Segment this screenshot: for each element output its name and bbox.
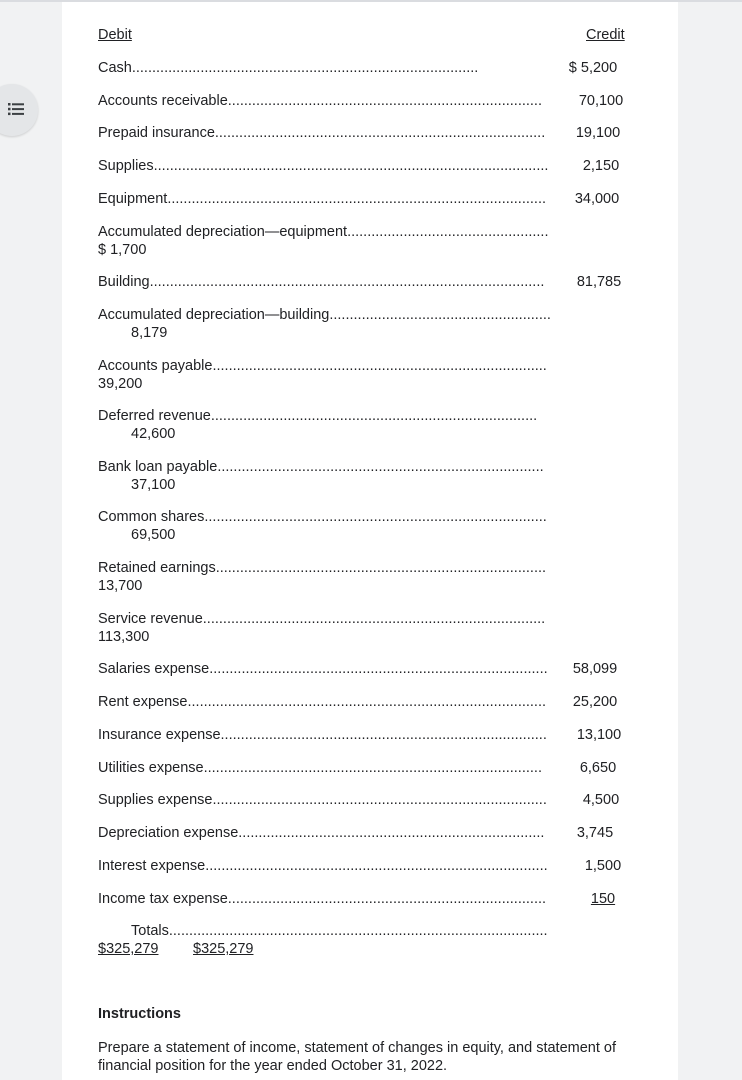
totals-debit: $325,279: [98, 941, 159, 957]
debit-header: Debit: [98, 27, 132, 43]
row-label: Accumulated depreciation—building.......................................................: [98, 307, 551, 323]
row-debit-amount: 42,600: [131, 426, 176, 442]
row-amount: $ 5,200: [568, 60, 618, 76]
row-debit-amount: 113,300: [98, 629, 150, 645]
row-debit-amount: 8,179: [131, 325, 168, 341]
row-amount: 58,099: [572, 661, 618, 677]
row-amount: 19,100: [575, 125, 621, 141]
row-amount: 13,100: [576, 727, 622, 743]
row-debit-amount: $ 1,700: [98, 242, 147, 258]
row-label: Cash......................................................................................: [98, 60, 479, 76]
row-label: Depreciation expense............................................................................: [98, 825, 545, 841]
row-amount: 4,500: [582, 792, 620, 808]
row-amount: 34,000: [574, 191, 620, 207]
row-label: Utilities expense....................................................................................: [98, 760, 542, 776]
row-amount: 6,650: [579, 760, 617, 776]
row-label: Equipment..............................................................................................: [98, 191, 547, 207]
row-label: Salaries expense....................................................................................: [98, 661, 548, 677]
row-debit-amount: 39,200: [98, 376, 143, 392]
row-label: Accounts payable...................................................................................: [98, 358, 547, 374]
row-debit-amount: 13,700: [98, 578, 143, 594]
row-debit-amount: 37,100: [131, 477, 176, 493]
row-label: Common shares.....................................................................................: [98, 509, 547, 525]
row-label: Supplies expense...................................................................................: [98, 792, 547, 808]
credit-header: Credit: [586, 27, 625, 43]
row-amount: 70,100: [578, 93, 624, 109]
row-label: Service revenue.....................................................................................: [98, 611, 546, 627]
row-label: Building..................................................................................................: [98, 274, 545, 290]
row-label: Income tax expense...............................................................................: [98, 891, 547, 907]
row-label: Supplies..................................................................................................: [98, 158, 549, 174]
row-label: Prepaid insurance..................................................................................: [98, 125, 546, 141]
row-amount: 25,200: [572, 694, 618, 710]
instructions-heading: Instructions: [98, 1006, 181, 1022]
totals-label: Totals..............................................................................................: [131, 923, 548, 939]
row-amount: 1,500: [584, 858, 622, 874]
row-label: Insurance expense.................................................................................: [98, 727, 547, 743]
list-icon: [8, 102, 24, 116]
row-label: Interest expense.....................................................................................: [98, 858, 548, 874]
row-label: Accounts receivable..............................................................................: [98, 93, 542, 109]
row-amount: 81,785: [576, 274, 622, 290]
row-label: Retained earnings..................................................................................: [98, 560, 547, 576]
row-label: Accumulated depreciation—equipment..................................................: [98, 224, 549, 240]
table-of-contents-button[interactable]: [0, 84, 38, 136]
row-amount: 3,745: [576, 825, 614, 841]
row-amount: 150: [590, 891, 616, 907]
document-page: [62, 2, 678, 1080]
row-amount: 2,150: [582, 158, 620, 174]
row-label: Rent expense.........................................................................................: [98, 694, 547, 710]
totals-credit: $325,279: [193, 941, 254, 957]
row-label: Bank loan payable.................................................................................: [98, 459, 544, 475]
row-debit-amount: 69,500: [131, 527, 176, 543]
row-label: Deferred revenue.................................................................................: [98, 408, 538, 424]
instructions-text: Prepare a statement of income, statement of changes in equity, and statement of financial position for the year ended October 31, 2022.: [98, 1040, 616, 1074]
